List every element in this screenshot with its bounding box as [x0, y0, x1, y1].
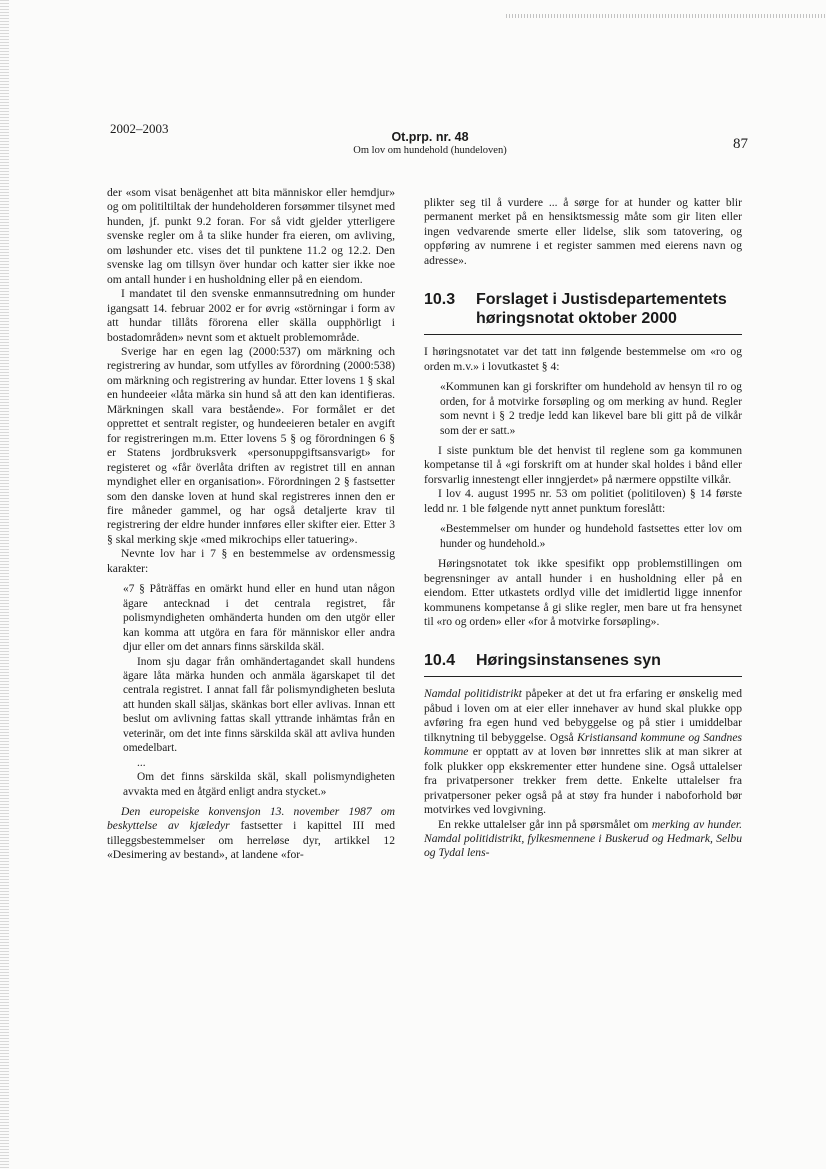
italic-reference: Den europeiske konvensjon 13. november 1987 om beskyttelse av kjæledyr — [107, 805, 395, 833]
section-title: Høringsinstansenes syn — [476, 652, 661, 670]
scan-edge-top — [506, 14, 826, 18]
block-quote — [440, 380, 742, 438]
paragraph — [107, 805, 395, 863]
quote-paragraph: «Bestemmelser om hunder og hundehold fastsettes etter lov om hunder og hundehold.» — [440, 523, 742, 550]
document-subtitle: Om lov om hundehold (hundeloven) — [353, 145, 507, 156]
paragraph: Nevnte lov har i 7 § en bestemmelse av ordensmessig karakter: — [107, 547, 395, 575]
block-quote — [123, 582, 395, 799]
section-heading-10-3 — [424, 290, 742, 328]
right-column — [424, 196, 742, 861]
paragraph — [424, 818, 742, 861]
paragraph: Sverige har en egen lag (2000:537) om märkning och registrering av hundar, som utfylles av förordning (2000:538) om märkning och registrering av hundar. Etter lovens 1 § skal en hundeeier «låta märka sin hund så att den kan identifieras. Märkningen skall vara bestående». For formålet er det opprettet et sentralt register, og hundeeieren betaler en avgift for registreringen m.m. Etter lovens 5 § og förordningen 6 § er Statens jordbruksverk «personuppgiftsansvarigt» for registeret og «får överlåta driften av registret till en annan myndighet eller en organisation». Förordningen 2 § fastsetter som den danske loven at hund skal registreres innen den er fire måneder gammel, og har også detaljerte krav til registrering der eldre hunder innføres eller skifter eier. Etter 3 § skal merking skje «med mikrochips eller tatuering». — [107, 344, 395, 546]
quote-paragraph: «7 § Påträffas en omärkt hund eller en hund utan någon ägare antecknad i det centrala registret, får polismyndigheten omhänderta hunden om den utgör eller kan komma att utgöra en fara för människor eller andra djur eller om det annars finns särskilda skäl. — [123, 583, 395, 654]
paragraph-text: er opptatt av at loven bør innrettes slik at man sikrer at folk plukker opp ekskrementer etter hundene sine. Også uttalelser fra privatpersoner trekker frem dette. Enkelte uttalelser fra privatpersoner peker også på at støy fra hunder i nabоforhold bør motvirkes ved lovgivning. — [424, 745, 742, 817]
quote-paragraph: Om det finns särskilda skäl, skall polismyndigheten avvakta med en åtgärd enligt andra stycket.» — [123, 771, 395, 798]
paragraph-text: En rekke uttalelser går inn på spørsmålet om — [438, 817, 652, 831]
italic-reference: merking av hunder. Namdal politidistrikt, fylkesmennene i Buskerud og Hedmark, Selbu og Tydal lens- — [424, 817, 742, 860]
paragraph-text: påpeker at det ut fra erfaring er ønskelig med påbud i loven om at eier eller innehaver av hund skal plukke opp avføring fra egen hund ved bebyggelse og på stier i umiddelbar tilknytning til bebyggelse. Også — [424, 687, 742, 744]
paragraph: Høringsnotatet tok ikke spesifikt opp problemstillingen om begrensninger av antall hunder i en husholdning eller på en eiendom. Etter utkastets ordlyd ville det imidlertid ligge innenfor kommunens kompetanse å gi slike regler, men bare ut fra hensynet til «ro og orden» eller «for å motvirke forsøpling». — [424, 557, 742, 628]
heading-rule — [424, 676, 742, 677]
running-header — [330, 130, 530, 156]
paragraph: I lov 4. august 1995 nr. 53 om politiet (politiloven) § 14 første ledd nr. 1 ble følgende nytt annet punktum foreslått: — [424, 487, 742, 515]
paragraph: I høringsnotatet var det tatt inn følgende bestemmelse om «ro og orden m.v.» i lovutkastet § 4: — [424, 345, 742, 373]
italic-reference: Namdal politidistrikt — [424, 687, 522, 701]
paragraph: I siste punktum ble det henvist til reglene som ga kommunen kompetanse til å «gi forskrift om at hunder skal holdes i bånd eller forsvarlig innestengt eller inngjerdet» på nærmere oppstilte vilkår. — [424, 443, 742, 486]
left-column — [107, 186, 395, 863]
italic-reference: Kristiansand kommune og Sandnes kommune — [424, 730, 742, 759]
quote-ellipsis: ... — [137, 756, 146, 769]
paragraph: I mandatet til den svenske enmannsutredning om hunder igangsatt 14. februar 2002 er for øvrig «störningar i form av att hundar tillåts förorena eller skälla oupphörligt i bostadområden» nevnt som et aktuelt problemområde. — [107, 287, 395, 344]
paragraph: der «som visat benägenhet att bita människor eller hemdjur» og om politiltiltak der hundeholderen forsømmer tilsynet med hunden, jf. punkt 9.2 foran. For så vidt gjelder ytterligere svenske regler om å ta slike hunder fra eieren, om avliving, om løshunder etc. vises det til punktene 11.2 og 12.2. Den svenske lag om tillsyn över hundar och katter sier ikke noe om antall hunder i en husholdning eller på en eiendom. — [107, 186, 395, 286]
section-number: 10.4 — [424, 652, 456, 670]
section-number: 10.3 — [424, 291, 456, 309]
page-number: 87 — [733, 136, 748, 152]
section-title: Forslaget i Justisdepartementets høringsnotat oktober 2000 — [476, 291, 727, 328]
quote-paragraph: «Kommunen kan gi forskrifter om hundehold av hensyn til ro og orden, for å motvirke forsøpling og om merking av hund. Regler som nevnt i § 2 tredje ledd kan likevel bare bli gitt på de vilkår som der er satt.» — [440, 381, 742, 437]
header-years: 2002–2003 — [110, 121, 169, 136]
document-title: Ot.prp. nr. 48 — [391, 130, 469, 144]
block-quote — [440, 522, 742, 551]
scan-edge-left — [0, 0, 9, 1169]
heading-rule — [424, 334, 742, 335]
paragraph-text: fastsetter i kapittel III med tilleggsbestemmelser om herreløse dyr, artikkel 12 «Desimering av bestand», at landene «for- — [107, 819, 396, 862]
paragraph: plikter seg til å vurdere ... å sørge for at hunder og katter blir permanent merket på en hensiktsmessig måte som gir liten eller ingen vedvarende smerte eller lidelse, slik som tatovering, og oppføring av numrene i et register sammen med eierens navn og adresse». — [424, 196, 742, 267]
paragraph — [424, 687, 742, 817]
quote-paragraph: Inom sju dagar från omhändertagandet skall hundens ägare låta märka hunden och anmäla ägarskapet til det centrala registret. I annat fall får polismyndigheten besluta att hunden skall säljas, skänkas bort eller avlivas. Innan ett beslut om avlivning fattas skall yttrande inhämtas från en veterinär, om det inte finns särskilda skäl att avliva hunden omedelbart. — [123, 655, 395, 755]
section-heading-10-4 — [424, 651, 742, 670]
